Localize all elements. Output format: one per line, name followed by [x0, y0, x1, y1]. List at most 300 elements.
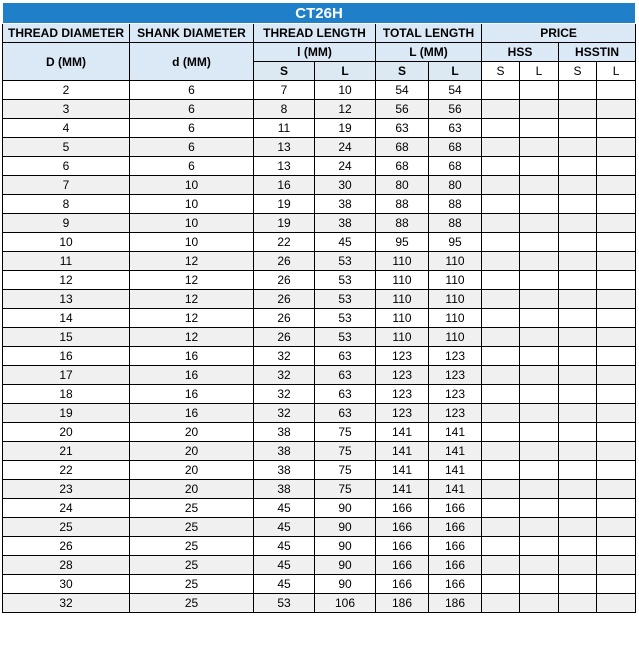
thread-diameter-cell: 21 [3, 442, 130, 461]
hsstin-l-price[interactable] [597, 176, 636, 195]
thread-length-s-cell: 32 [254, 404, 315, 423]
thread-diameter-cell: 6 [3, 157, 130, 176]
hss-s-price[interactable] [482, 214, 520, 233]
hss-s-price[interactable] [482, 328, 520, 347]
hss-l-price[interactable] [520, 176, 559, 195]
thread-length-l-cell: 63 [315, 366, 376, 385]
total-length-l: L [429, 62, 482, 81]
hss-l-price[interactable] [520, 442, 559, 461]
hsstin-l-price[interactable] [597, 575, 636, 594]
total-length-s-cell: 166 [376, 556, 429, 575]
thread-diameter-cell: 28 [3, 556, 130, 575]
table-row [3, 176, 636, 195]
hss-l-price[interactable] [520, 138, 559, 157]
total-length-s: S [376, 62, 429, 81]
table-row [3, 499, 636, 518]
shank-diameter-cell: 20 [130, 461, 254, 480]
shank-diameter-cell: 25 [130, 518, 254, 537]
hss-s-price[interactable] [482, 347, 520, 366]
total-length-s-cell: 54 [376, 81, 429, 100]
thread-length-l-cell: 53 [315, 252, 376, 271]
thread-length-s-cell: 45 [254, 556, 315, 575]
thread-diameter-cell: 23 [3, 480, 130, 499]
hsstin-s-price[interactable] [559, 100, 597, 119]
hsstin-s-price[interactable] [559, 119, 597, 138]
thread-length-l-cell: 53 [315, 290, 376, 309]
thread-length-l-cell: 45 [315, 233, 376, 252]
shank-diameter-cell: 12 [130, 290, 254, 309]
thread-length-s-cell: 11 [254, 119, 315, 138]
total-length-l-cell: 110 [429, 271, 482, 290]
hss-l-price[interactable] [520, 461, 559, 480]
hsstin-s-price[interactable] [559, 442, 597, 461]
thread-length-l-cell: 10 [315, 81, 376, 100]
total-length-l-cell: 141 [429, 423, 482, 442]
table-row [3, 252, 636, 271]
table-row [3, 81, 636, 100]
hsstin-s-price[interactable] [559, 423, 597, 442]
thread-diameter-cell: 14 [3, 309, 130, 328]
hsstin-s-price[interactable] [559, 480, 597, 499]
thread-length-s-cell: 45 [254, 499, 315, 518]
thread-length-l-cell: 12 [315, 100, 376, 119]
shank-diameter-cell: 6 [130, 81, 254, 100]
hsstin-s-price[interactable] [559, 81, 597, 100]
table-row [3, 100, 636, 119]
total-length-s-cell: 110 [376, 271, 429, 290]
hss-s-price[interactable] [482, 233, 520, 252]
thread-length-l-cell: 75 [315, 461, 376, 480]
thread-length-s-cell: 45 [254, 518, 315, 537]
hsstin-s-price[interactable] [559, 366, 597, 385]
shank-diameter-cell: 12 [130, 328, 254, 347]
total-length-s-cell: 68 [376, 138, 429, 157]
total-length-l-cell: 95 [429, 233, 482, 252]
thread-length-l-cell: 19 [315, 119, 376, 138]
total-length-l-cell: 123 [429, 347, 482, 366]
total-length-s-cell: 123 [376, 366, 429, 385]
thread-diameter-cell: 8 [3, 195, 130, 214]
thread-length-s-cell: 19 [254, 214, 315, 233]
shank-diameter-cell: 6 [130, 119, 254, 138]
hss-s-price[interactable] [482, 100, 520, 119]
hsstin-s-price[interactable] [559, 309, 597, 328]
total-length-l-cell: 80 [429, 176, 482, 195]
total-length-s-cell: 110 [376, 328, 429, 347]
hss-s-price[interactable] [482, 461, 520, 480]
hsstin-header: HSSTIN [559, 43, 636, 62]
thread-diameter-cell: 19 [3, 404, 130, 423]
shank-diameter-cell: 16 [130, 404, 254, 423]
hsstin-s-price[interactable] [559, 271, 597, 290]
shank-diameter-cell: 12 [130, 252, 254, 271]
hss-s-price[interactable] [482, 480, 520, 499]
total-length-l-cell: 110 [429, 328, 482, 347]
hss-s-price[interactable] [482, 537, 520, 556]
total-length-s-cell: 88 [376, 214, 429, 233]
total-length-l-cell: 110 [429, 309, 482, 328]
thread-length-s-cell: 26 [254, 290, 315, 309]
thread-diameter-cell: 12 [3, 271, 130, 290]
hsstin-s-price[interactable] [559, 233, 597, 252]
shank-diameter-cell: 10 [130, 195, 254, 214]
hsstin-l-price[interactable] [597, 100, 636, 119]
total-length-unit: L (MM) [376, 43, 482, 62]
thread-length-l-cell: 106 [315, 594, 376, 613]
thread-length-s-cell: 26 [254, 252, 315, 271]
thread-diameter-cell: 3 [3, 100, 130, 119]
hss-l-price[interactable] [520, 100, 559, 119]
total-length-s-cell: 68 [376, 157, 429, 176]
price-header: PRICE [482, 24, 636, 43]
total-length-s-cell: 123 [376, 404, 429, 423]
total-length-s-cell: 80 [376, 176, 429, 195]
hsstin-s-price[interactable] [559, 290, 597, 309]
total-length-l-cell: 110 [429, 252, 482, 271]
total-length-l-cell: 56 [429, 100, 482, 119]
table-row [3, 518, 636, 537]
thread-length-l-cell: 63 [315, 347, 376, 366]
total-length-s-cell: 166 [376, 537, 429, 556]
thread-diameter-cell: 9 [3, 214, 130, 233]
hss-l-price[interactable] [520, 575, 559, 594]
hss-s-price[interactable] [482, 385, 520, 404]
total-length-s-cell: 123 [376, 347, 429, 366]
hss-s-price[interactable] [482, 442, 520, 461]
table-row [3, 119, 636, 138]
thread-length-s-cell: 32 [254, 347, 315, 366]
total-length-l-cell: 110 [429, 290, 482, 309]
total-length-s-cell: 56 [376, 100, 429, 119]
table-row [3, 328, 636, 347]
thread-diameter-cell: 7 [3, 176, 130, 195]
thread-length-l-cell: 38 [315, 214, 376, 233]
hsstin-l-price[interactable] [597, 195, 636, 214]
total-length-header: TOTAL LENGTH [376, 24, 482, 43]
hsstin-l-price[interactable] [597, 119, 636, 138]
thread-length-l-cell: 90 [315, 575, 376, 594]
hss-l-price[interactable] [520, 290, 559, 309]
thread-length-header: THREAD LENGTH [254, 24, 376, 43]
thread-length-s-cell: 38 [254, 480, 315, 499]
hss-l-price[interactable] [520, 499, 559, 518]
thread-length-l-cell: 63 [315, 404, 376, 423]
total-length-s-cell: 95 [376, 233, 429, 252]
shank-diameter-cell: 6 [130, 138, 254, 157]
hsstin-l-price[interactable] [597, 347, 636, 366]
thread-length-l-cell: 90 [315, 556, 376, 575]
hsstin-l-price[interactable] [597, 290, 636, 309]
thread-length-l-cell: 75 [315, 423, 376, 442]
table-row [3, 537, 636, 556]
hss-l-price[interactable] [520, 195, 559, 214]
hsstin-s-price[interactable] [559, 195, 597, 214]
thread-length-s-cell: 26 [254, 309, 315, 328]
thread-diameter-cell: 17 [3, 366, 130, 385]
total-length-l-cell: 63 [429, 119, 482, 138]
thread-diameter-cell: 2 [3, 81, 130, 100]
hsstin-s: S [559, 62, 597, 81]
shank-diameter-cell: 10 [130, 176, 254, 195]
thread-length-l-cell: 90 [315, 537, 376, 556]
total-length-l-cell: 166 [429, 499, 482, 518]
hss-l-price[interactable] [520, 347, 559, 366]
hss-s-price[interactable] [482, 499, 520, 518]
hss-s-price[interactable] [482, 366, 520, 385]
shank-diameter-cell: 10 [130, 214, 254, 233]
hss-s-price[interactable] [482, 404, 520, 423]
shank-diameter-cell: 20 [130, 442, 254, 461]
total-length-l-cell: 186 [429, 594, 482, 613]
thread-length-s: S [254, 62, 315, 81]
total-length-l-cell: 166 [429, 518, 482, 537]
thread-diameter-cell: 20 [3, 423, 130, 442]
hsstin-l-price[interactable] [597, 138, 636, 157]
thread-diameter-cell: 22 [3, 461, 130, 480]
hsstin-s-price[interactable] [559, 157, 597, 176]
shank-diameter-cell: 12 [130, 271, 254, 290]
table-row [3, 404, 636, 423]
hsstin-l-price[interactable] [597, 366, 636, 385]
hss-s-price[interactable] [482, 138, 520, 157]
hsstin-l-price[interactable] [597, 252, 636, 271]
thread-length-s-cell: 38 [254, 461, 315, 480]
hss-l-price[interactable] [520, 537, 559, 556]
table-row [3, 461, 636, 480]
total-length-s-cell: 110 [376, 252, 429, 271]
table-row [3, 271, 636, 290]
hsstin-s-price[interactable] [559, 328, 597, 347]
hsstin-l-price[interactable] [597, 404, 636, 423]
total-length-l-cell: 141 [429, 461, 482, 480]
total-length-s-cell: 63 [376, 119, 429, 138]
table-title: CT26H [3, 3, 636, 24]
hsstin-l-price[interactable] [597, 233, 636, 252]
hss-l-price[interactable] [520, 271, 559, 290]
thread-length-s-cell: 13 [254, 157, 315, 176]
hsstin-l-price[interactable] [597, 480, 636, 499]
hss-l-price[interactable] [520, 404, 559, 423]
hsstin-s-price[interactable] [559, 138, 597, 157]
hsstin-s-price[interactable] [559, 556, 597, 575]
hsstin-l-price[interactable] [597, 537, 636, 556]
thread-length-s-cell: 32 [254, 366, 315, 385]
hsstin-l-price[interactable] [597, 423, 636, 442]
hss-l: L [520, 62, 559, 81]
hsstin-l-price[interactable] [597, 461, 636, 480]
total-length-l-cell: 68 [429, 157, 482, 176]
table-row [3, 385, 636, 404]
thread-length-l-cell: 24 [315, 157, 376, 176]
thread-diameter-cell: 5 [3, 138, 130, 157]
hsstin-s-price[interactable] [559, 518, 597, 537]
thread-length-s-cell: 26 [254, 328, 315, 347]
hsstin-s-price[interactable] [559, 499, 597, 518]
thread-length-s-cell: 45 [254, 575, 315, 594]
hss-header: HSS [482, 43, 559, 62]
table-row [3, 442, 636, 461]
thread-diameter-cell: 32 [3, 594, 130, 613]
hss-l-price[interactable] [520, 594, 559, 613]
total-length-s-cell: 141 [376, 461, 429, 480]
total-length-s-cell: 141 [376, 480, 429, 499]
shank-diameter-cell: 20 [130, 423, 254, 442]
hsstin-l-price[interactable] [597, 81, 636, 100]
hss-s-price[interactable] [482, 176, 520, 195]
shank-diameter-cell: 10 [130, 233, 254, 252]
hss-s-price[interactable] [482, 423, 520, 442]
total-length-l-cell: 54 [429, 81, 482, 100]
thread-diameter-cell: 16 [3, 347, 130, 366]
thread-length-s-cell: 16 [254, 176, 315, 195]
table-row [3, 575, 636, 594]
hsstin-s-price[interactable] [559, 537, 597, 556]
hss-l-price[interactable] [520, 328, 559, 347]
total-length-s-cell: 166 [376, 575, 429, 594]
thread-length-s-cell: 26 [254, 271, 315, 290]
thread-length-l-cell: 38 [315, 195, 376, 214]
hss-s-price[interactable] [482, 290, 520, 309]
thread-diameter-cell: 25 [3, 518, 130, 537]
total-length-s-cell: 141 [376, 442, 429, 461]
thread-length-l-cell: 53 [315, 271, 376, 290]
hss-s-price[interactable] [482, 271, 520, 290]
shank-diameter-cell: 12 [130, 309, 254, 328]
total-length-s-cell: 88 [376, 195, 429, 214]
shank-diameter-unit: d (MM) [130, 43, 254, 81]
table-row [3, 423, 636, 442]
table-row [3, 556, 636, 575]
hsstin-s-price[interactable] [559, 575, 597, 594]
hss-l-price[interactable] [520, 480, 559, 499]
thread-diameter-cell: 26 [3, 537, 130, 556]
total-length-l-cell: 141 [429, 442, 482, 461]
shank-diameter-cell: 25 [130, 556, 254, 575]
hsstin-l-price[interactable] [597, 385, 636, 404]
thread-diameter-cell: 24 [3, 499, 130, 518]
hsstin-s-price[interactable] [559, 385, 597, 404]
hsstin-l-price[interactable] [597, 309, 636, 328]
thread-diameter-cell: 18 [3, 385, 130, 404]
hss-s-price[interactable] [482, 309, 520, 328]
shank-diameter-cell: 25 [130, 499, 254, 518]
table-row [3, 309, 636, 328]
hss-s-price[interactable] [482, 195, 520, 214]
table-row [3, 195, 636, 214]
hsstin-l-price[interactable] [597, 214, 636, 233]
hsstin-l-price[interactable] [597, 594, 636, 613]
hss-s-price[interactable] [482, 81, 520, 100]
total-length-l-cell: 166 [429, 556, 482, 575]
hsstin-l-price[interactable] [597, 499, 636, 518]
total-length-l-cell: 88 [429, 195, 482, 214]
shank-diameter-cell: 20 [130, 480, 254, 499]
total-length-s-cell: 166 [376, 499, 429, 518]
hss-s-price[interactable] [482, 556, 520, 575]
thread-diameter-cell: 4 [3, 119, 130, 138]
hss-l-price[interactable] [520, 556, 559, 575]
hss-s: S [482, 62, 520, 81]
thread-length-l-cell: 90 [315, 499, 376, 518]
hsstin-s-price[interactable] [559, 404, 597, 423]
shank-diameter-cell: 16 [130, 385, 254, 404]
hss-s-price[interactable] [482, 157, 520, 176]
thread-length-unit: l (MM) [254, 43, 376, 62]
hss-l-price[interactable] [520, 518, 559, 537]
shank-diameter-cell: 6 [130, 157, 254, 176]
thread-length-s-cell: 8 [254, 100, 315, 119]
hss-l-price[interactable] [520, 252, 559, 271]
hsstin-l-price[interactable] [597, 157, 636, 176]
thread-diameter-unit: D (MM) [3, 43, 130, 81]
hss-s-price[interactable] [482, 119, 520, 138]
table-body [3, 81, 636, 613]
thread-diameter-cell: 13 [3, 290, 130, 309]
shank-diameter-cell: 16 [130, 347, 254, 366]
total-length-s-cell: 186 [376, 594, 429, 613]
table-row [3, 594, 636, 613]
hss-l-price[interactable] [520, 81, 559, 100]
thread-length-s-cell: 7 [254, 81, 315, 100]
thread-length-l-cell: 30 [315, 176, 376, 195]
hsstin-s-price[interactable] [559, 252, 597, 271]
table-row [3, 480, 636, 499]
hss-l-price[interactable] [520, 119, 559, 138]
hss-s-price[interactable] [482, 575, 520, 594]
thread-diameter-cell: 10 [3, 233, 130, 252]
total-length-l-cell: 166 [429, 537, 482, 556]
table-row [3, 347, 636, 366]
hsstin-l-price[interactable] [597, 556, 636, 575]
thread-diameter-cell: 11 [3, 252, 130, 271]
hss-l-price[interactable] [520, 309, 559, 328]
hss-l-price[interactable] [520, 385, 559, 404]
total-length-l-cell: 123 [429, 404, 482, 423]
hsstin-s-price[interactable] [559, 594, 597, 613]
thread-diameter-cell: 30 [3, 575, 130, 594]
total-length-l-cell: 123 [429, 366, 482, 385]
table-row [3, 290, 636, 309]
hss-s-price[interactable] [482, 594, 520, 613]
total-length-s-cell: 110 [376, 290, 429, 309]
hss-l-price[interactable] [520, 214, 559, 233]
thread-length-l-cell: 53 [315, 309, 376, 328]
thread-length-l: L [315, 62, 376, 81]
hss-l-price[interactable] [520, 366, 559, 385]
hsstin-l-price[interactable] [597, 328, 636, 347]
shank-diameter-cell: 25 [130, 594, 254, 613]
total-length-s-cell: 166 [376, 518, 429, 537]
table-row [3, 138, 636, 157]
hss-s-price[interactable] [482, 518, 520, 537]
hss-l-price[interactable] [520, 157, 559, 176]
hsstin-s-price[interactable] [559, 176, 597, 195]
spec-table [2, 2, 636, 613]
thread-length-l-cell: 53 [315, 328, 376, 347]
hsstin-s-price[interactable] [559, 347, 597, 366]
thread-length-l-cell: 75 [315, 480, 376, 499]
hss-s-price[interactable] [482, 252, 520, 271]
hsstin-s-price[interactable] [559, 461, 597, 480]
hss-l-price[interactable] [520, 233, 559, 252]
hss-l-price[interactable] [520, 423, 559, 442]
hsstin-s-price[interactable] [559, 214, 597, 233]
thread-length-s-cell: 19 [254, 195, 315, 214]
table-row [3, 233, 636, 252]
hsstin-l-price[interactable] [597, 518, 636, 537]
hsstin-l-price[interactable] [597, 271, 636, 290]
hsstin-l-price[interactable] [597, 442, 636, 461]
